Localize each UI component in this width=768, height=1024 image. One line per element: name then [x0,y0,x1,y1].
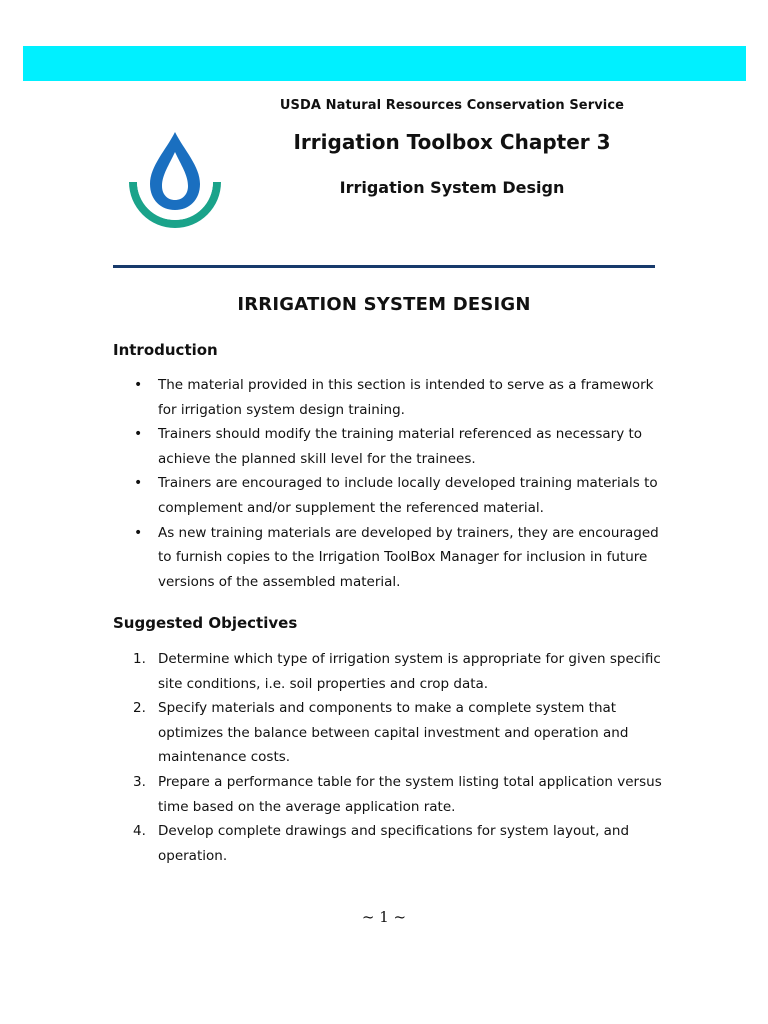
header-divider [113,265,655,268]
list-item [113,521,673,595]
bullet-icon: • [134,377,143,393]
list-item-text: Determine which type of irrigation system is appropriate for given specific site conditions, i.e. soil properties and crop data. [158,651,661,692]
water-drop-logo-icon [126,130,224,230]
list-item-text: Specify materials and components to make a complete system that optimizes the balance between capital investment and operation and maintenance costs. [158,700,629,766]
item-number: 1. [133,651,146,667]
list-item [113,696,673,770]
chapter-title: Irrigation Toolbox Chapter 3 [293,130,611,154]
list-item-text: As new training materials are developed by trainers, they are encouraged to furnish copies to the Irrigation ToolBox Manager for inclusion in future versions of the assembled material. [158,524,659,590]
list-item [113,471,673,520]
objectives-list [113,647,673,868]
list-item-text: The material provided in this section is intended to serve as a framework for irrigation system design training. [158,377,654,418]
top-color-band [23,46,746,81]
list-item-text: Trainers should modify the training material referenced as necessary to achieve the planned skill level for the trainees. [158,426,643,467]
list-item [113,422,673,471]
item-number: 4. [133,823,146,840]
list-item-text: Prepare a performance table for the system listing total application versus time based on the average application rate. [158,773,662,815]
introduction-heading: Introduction [113,341,218,359]
list-item-text: Trainers are encouraged to include locally developed training materials to complement and/or supplement the referenced material. [158,475,658,516]
list-item-text: Develop complete drawings and specifications for system layout, and operation. [158,823,630,864]
page-number: ~ 1 ~ [361,908,407,926]
objectives-heading: Suggested Objectives [113,614,298,632]
chapter-subtitle: Irrigation System Design [339,178,565,197]
bullet-icon: • [134,475,143,492]
agency-name: USDA Natural Resources Conservation Service [279,98,625,113]
introduction-list [113,373,673,594]
bullet-icon: • [134,426,143,443]
list-item [113,647,673,696]
item-number: 2. [133,700,146,717]
item-number: 3. [133,773,146,790]
list-item [113,819,673,868]
bullet-icon: • [134,524,143,541]
list-item [113,770,673,819]
list-item [113,373,673,422]
document-title: IRRIGATION SYSTEM DESIGN [237,294,531,315]
